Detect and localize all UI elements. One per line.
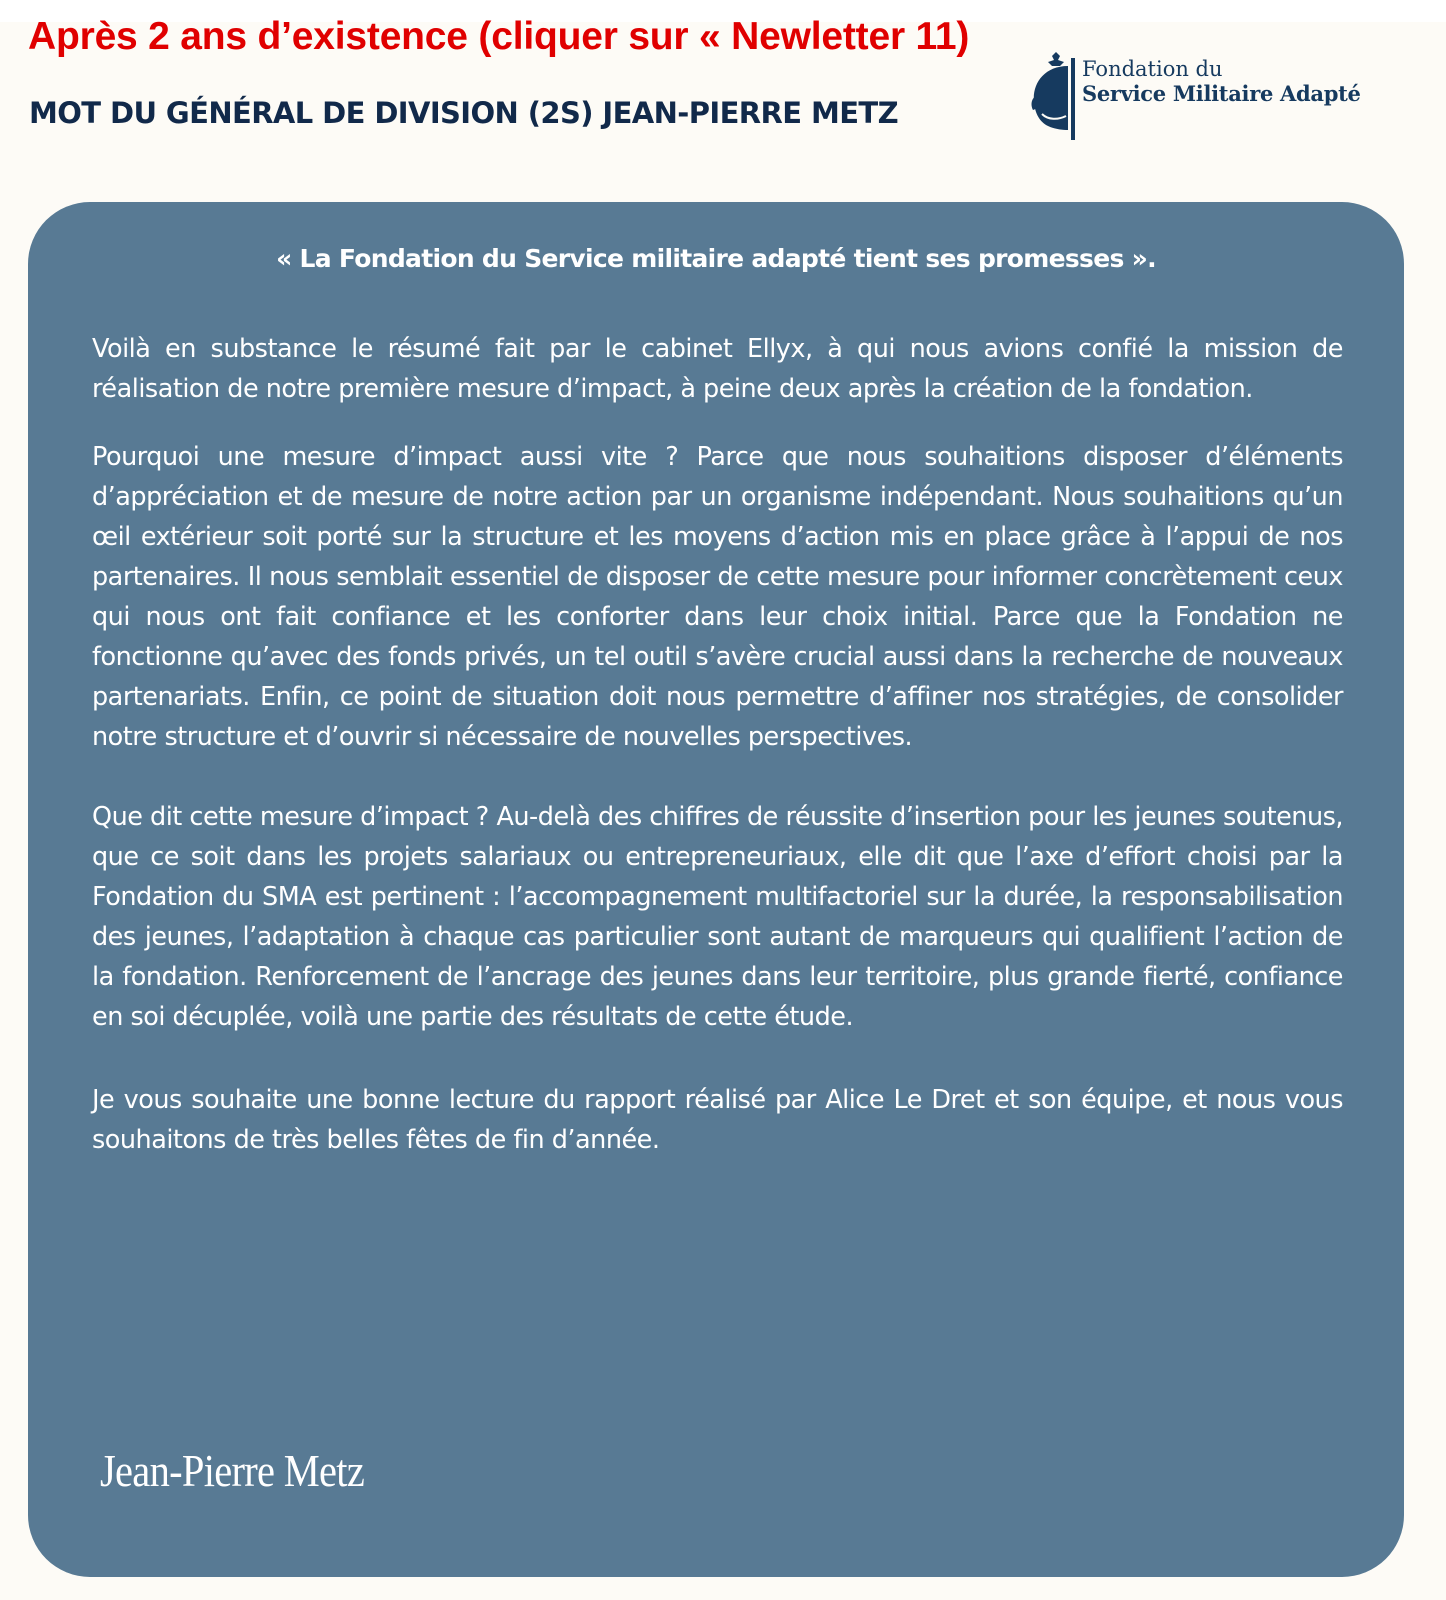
signature: Jean-Pierre Metz bbox=[100, 1445, 365, 1496]
fondation-sma-emblem-icon bbox=[1030, 52, 1080, 140]
message-card bbox=[28, 202, 1404, 1577]
paragraph-why: Pourquoi une mesure d’impact aussi vite ? Parce que nous souhaitions disposer d’éléments d’appréciation et de mesure de notre action par un organisme indépendant. Nous souhaitions qu’un œil extérieur soit porté sur la structure et les moyens d’action mis en place grâce à l’appui de nos partenaires. Il nous semblait essentiel de disposer de cette mesure pour informer concrètement ceux qui nous ont fait confiance et les conforter dans leur choix initial. Parce que la Fondation ne fonctionne qu’avec des fonds privés, un tel outil s’avère crucial aussi dans la recherche de nouveaux partenariats. Enfin, ce point de situation doit nous permettre d’affiner nos stratégies, de consolider notre structure et d’ouvrir si nécessaire de nouvelles perspectives. bbox=[92, 442, 1343, 752]
logo-line-1: Fondation du bbox=[1082, 57, 1223, 81]
newsletter-link-title[interactable]: Après 2 ans d’existence (cliquer sur « Newletter 11) bbox=[28, 15, 970, 58]
card-body bbox=[92, 329, 1343, 1160]
foundation-logo bbox=[1030, 52, 1361, 142]
section-heading: MOT DU GÉNÉRAL DE DIVISION (2S) JEAN-PIERRE METZ bbox=[29, 96, 899, 130]
paragraph-intro: Voilà en substance le résumé fait par le cabinet Ellyx, à qui nous avions confié la mission de réalisation de notre première mesure d’impact, à peine deux après la création de la fondation. bbox=[92, 334, 1343, 404]
logo-text bbox=[1082, 58, 1361, 105]
paragraph-closing: Je vous souhaite une bonne lecture du rapport réalisé par Alice Le Dret et son équipe, et nous vous souhaitons de très belles fêtes de fin d’année. bbox=[92, 1085, 1343, 1155]
card-quote: « La Fondation du Service militaire adapté tient ses promesses ». bbox=[276, 244, 1156, 273]
paragraph-findings: Que dit cette mesure d’impact ? Au-delà des chiffres de réussite d’insertion pour les jeunes soutenus, que ce soit dans les projets salariaux ou entrepreneuriaux, elle dit que l’axe d’effort choisi par la Fondation du SMA est pertinent : l’accompagnement multifactoriel sur la durée, la responsabilisation des jeunes, l’adaptation à chaque cas particulier sont autant de marqueurs qui qualifient l’action de la fondation. Renforcement de l’ancrage des jeunes dans leur territoire, plus grande fierté, confiance en soi décuplée, voilà une partie des résultats de cette étude. bbox=[92, 802, 1343, 1032]
logo-line-2: Service Militaire Adapté bbox=[1082, 80, 1361, 106]
